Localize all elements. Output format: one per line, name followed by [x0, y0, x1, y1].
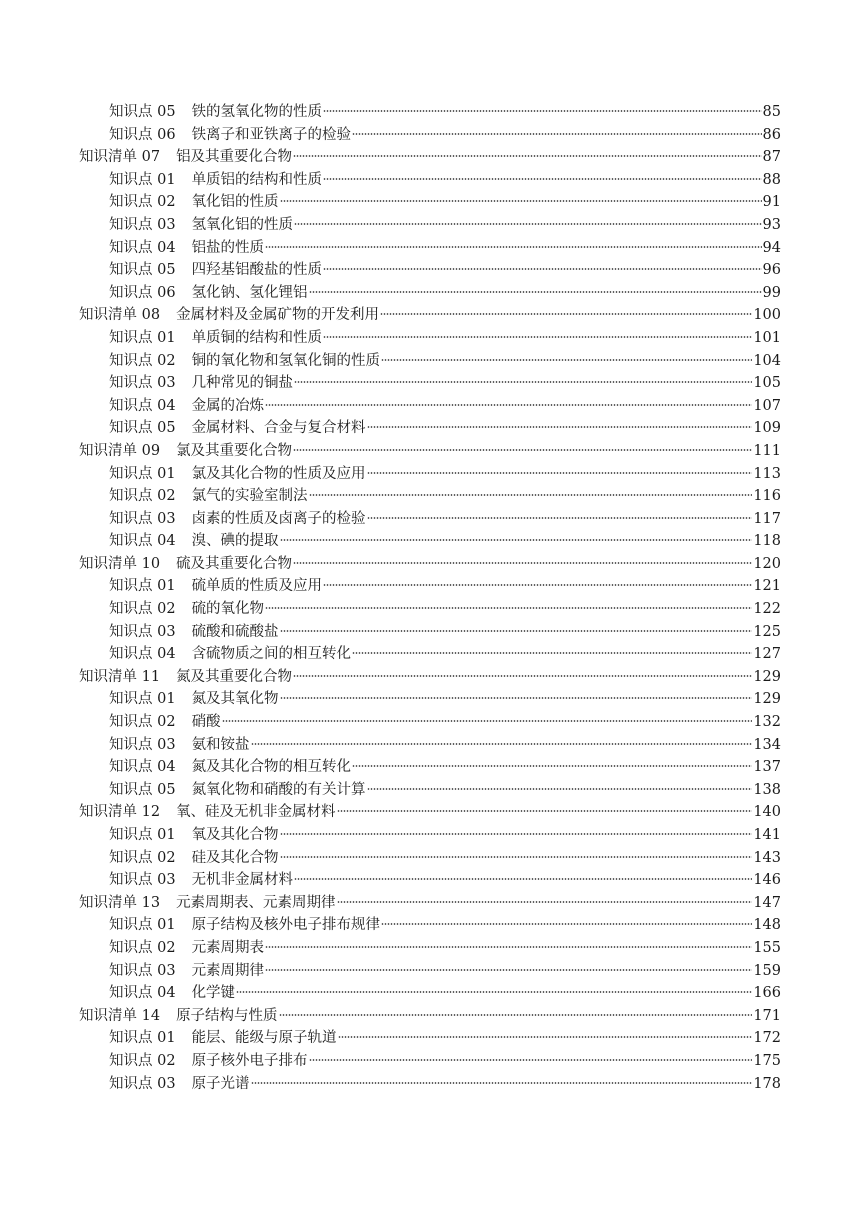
dot-leader [367, 472, 753, 474]
toc-page-number: 141 [753, 827, 781, 843]
toc-chapter-entry[interactable] [0, 440, 860, 463]
toc-entry-number: 知识点 02 [109, 601, 176, 618]
toc-entry-number: 知识点 06 [109, 126, 176, 143]
toc-entry-title: 氯及其化合物的性质及应用 [191, 465, 366, 482]
toc-page-number: 121 [753, 578, 781, 595]
dot-leader [293, 562, 752, 564]
toc-entry-number: 知识点 03 [109, 375, 176, 392]
toc-entry-number: 知识点 01 [109, 827, 176, 843]
toc-section-entry[interactable] [0, 734, 860, 757]
dot-leader [323, 584, 752, 586]
dot-leader [338, 1036, 753, 1038]
dot-leader [294, 878, 752, 880]
toc-entry-title: 氧、硅及无机非金属材料 [176, 804, 336, 821]
toc-page-number: 111 [753, 442, 781, 459]
dot-leader [309, 291, 762, 293]
toc-entry-number: 知识点 01 [109, 917, 176, 934]
toc-page-number: 129 [753, 668, 781, 685]
toc-entry-title: 元素周期表 [191, 939, 265, 956]
toc-page-number: 87 [762, 149, 781, 166]
toc-entry-title: 氢氧化铝的性质 [191, 216, 294, 233]
toc-page-number: 99 [762, 284, 781, 301]
dot-leader [251, 743, 753, 745]
toc-entry-title: 氨和铵盐 [191, 736, 250, 753]
toc-entry-number: 知识点 04 [109, 985, 176, 1002]
toc-page-number: 155 [753, 939, 781, 956]
dot-leader [367, 788, 753, 790]
toc-section-entry[interactable] [0, 643, 860, 666]
toc-section-entry[interactable] [0, 1027, 860, 1050]
toc-section-entry[interactable] [0, 101, 860, 124]
toc-entry-number: 知识清单 07 [79, 149, 161, 166]
toc-page-number: 107 [753, 397, 781, 414]
toc-entry-number: 知识点 04 [109, 533, 176, 550]
toc-page-number: 86 [762, 126, 781, 143]
toc-entry-title: 能层、能级与原子轨道 [191, 1030, 337, 1047]
toc-page-number: 101 [753, 329, 781, 346]
dot-leader [352, 652, 752, 654]
toc-entry-title: 化学键 [191, 985, 236, 1002]
toc-entry-number: 知识点 04 [109, 759, 176, 776]
toc-page-number: 100 [753, 307, 781, 324]
toc-entry-title: 溴、碘的提取 [191, 533, 279, 550]
dot-leader [293, 675, 752, 677]
toc-entry-title: 铝盐的性质 [191, 239, 265, 256]
toc-section-entry[interactable] [0, 485, 860, 508]
toc-entry-number: 知识清单 08 [79, 307, 161, 324]
toc-entry-title: 铁的氢氧化物的性质 [191, 104, 323, 120]
toc-page-number: 134 [753, 736, 781, 753]
toc-section-entry[interactable] [0, 960, 860, 983]
toc-page-number: 172 [753, 1030, 781, 1047]
dot-leader [367, 517, 753, 519]
toc-section-entry[interactable] [0, 282, 860, 305]
toc-entry-title: 氮及其氧化物 [191, 691, 279, 708]
toc-section-entry[interactable] [0, 711, 860, 734]
toc-entry-title: 原子结构及核外电子排布规律 [191, 917, 381, 934]
toc-entry-title: 含硫物质之间的相互转化 [191, 646, 352, 663]
toc-section-entry[interactable] [0, 169, 860, 192]
toc-entry-title: 原子核外电子排布 [191, 1052, 308, 1069]
toc-section-entry[interactable] [0, 1050, 860, 1073]
toc-entry-number: 知识点 05 [109, 104, 176, 120]
toc-page-number: 129 [753, 691, 781, 708]
toc-entry-title: 金属的冶炼 [191, 397, 265, 414]
dot-leader [265, 404, 752, 406]
toc-entry-title: 单质铜的结构和性质 [191, 329, 323, 346]
toc-page-number: 105 [753, 375, 781, 392]
toc-section-entry[interactable] [0, 237, 860, 260]
toc-page-number: 93 [762, 216, 781, 233]
toc-entry-title: 四羟基铝酸盐的性质 [191, 262, 323, 279]
dot-leader [265, 946, 752, 948]
toc-entry-title: 氮氧化物和硝酸的有关计算 [191, 781, 366, 798]
toc-entry-title: 氮及其重要化合物 [176, 668, 293, 685]
toc-entry-number: 知识点 04 [109, 646, 176, 663]
toc-page-number: 85 [762, 104, 781, 120]
toc-entry-number: 知识清单 11 [79, 668, 161, 685]
toc-entry-title: 氯气的实验室制法 [191, 488, 308, 505]
toc-entry-title: 无机非金属材料 [191, 872, 294, 889]
dot-leader [352, 133, 761, 135]
toc-section-entry[interactable] [0, 914, 860, 937]
toc-section-entry[interactable] [0, 598, 860, 621]
toc-entry-title: 铜的氧化物和氢氧化铜的性质 [191, 352, 381, 369]
dot-leader [280, 697, 753, 699]
toc-entry-title: 金属材料及金属矿物的开发利用 [176, 307, 380, 324]
toc-section-entry[interactable] [0, 327, 860, 350]
toc-entry-title: 氧及其化合物 [191, 827, 279, 843]
dot-leader [236, 991, 752, 993]
toc-section-entry[interactable] [0, 508, 860, 531]
toc-page-number: 127 [753, 646, 781, 663]
toc-page-number: 117 [753, 510, 781, 527]
toc-section-entry[interactable] [0, 124, 860, 147]
toc-page-number: 148 [753, 917, 781, 934]
toc-page-number: 143 [753, 849, 781, 866]
toc-page-number: 146 [753, 872, 781, 889]
toc-section-entry[interactable] [0, 982, 860, 1005]
toc-section-entry[interactable] [0, 214, 860, 237]
toc-entry-title: 硫单质的性质及应用 [191, 578, 323, 595]
toc-section-entry[interactable] [0, 847, 860, 870]
toc-section-entry[interactable] [0, 824, 860, 847]
toc-entry-title: 铁离子和亚铁离子的检验 [191, 126, 352, 143]
toc-page-number: 175 [753, 1052, 781, 1069]
dot-leader [352, 765, 752, 767]
dot-leader [367, 426, 753, 428]
toc-entry-title: 卤素的性质及卤离子的检验 [191, 510, 366, 527]
toc-entry-number: 知识点 06 [109, 284, 176, 301]
table-of-contents [0, 101, 860, 1095]
dot-leader [323, 178, 761, 180]
toc-entry-title: 金属材料、合金与复合材料 [191, 420, 366, 437]
toc-entry-number: 知识点 02 [109, 714, 176, 731]
toc-entry-title: 几种常见的铜盐 [191, 375, 294, 392]
dot-leader [323, 336, 752, 338]
toc-page-number: 113 [753, 465, 781, 482]
toc-entry-title: 氢化钠、氢化锂铝 [191, 284, 308, 301]
toc-entry-number: 知识点 03 [109, 962, 176, 979]
toc-page-number: 120 [753, 555, 781, 572]
toc-section-entry[interactable] [0, 756, 860, 779]
toc-section-entry[interactable] [0, 417, 860, 440]
toc-entry-title: 元素周期表、元素周期律 [176, 894, 336, 911]
toc-section-entry[interactable] [0, 937, 860, 960]
toc-entry-title: 元素周期律 [191, 962, 265, 979]
toc-page-number: 118 [753, 533, 781, 550]
toc-entry-number: 知识清单 14 [79, 1007, 161, 1024]
dot-leader [323, 110, 761, 112]
dot-leader [294, 223, 761, 225]
toc-entry-number: 知识点 02 [109, 352, 176, 369]
toc-page-number: 138 [753, 781, 781, 798]
toc-entry-title: 硅及其化合物 [191, 849, 279, 866]
dot-leader [265, 969, 752, 971]
toc-entry-title: 氧化铝的性质 [191, 194, 279, 211]
toc-entry-title: 硫酸和硫酸盐 [191, 623, 279, 640]
dot-leader [280, 539, 753, 541]
toc-entry-number: 知识点 02 [109, 849, 176, 866]
toc-page-number: 166 [753, 985, 781, 1002]
toc-entry-number: 知识清单 10 [79, 555, 161, 572]
toc-chapter-entry[interactable] [0, 1005, 860, 1028]
toc-page-number: 109 [753, 420, 781, 437]
toc-page-number: 125 [753, 623, 781, 640]
dot-leader [381, 359, 752, 361]
toc-page-number: 116 [753, 488, 781, 505]
toc-entry-number: 知识点 04 [109, 397, 176, 414]
toc-entry-number: 知识点 03 [109, 872, 176, 889]
toc-entry-number: 知识点 03 [109, 216, 176, 233]
toc-page-number: 104 [753, 352, 781, 369]
toc-chapter-entry[interactable] [0, 801, 860, 824]
toc-section-entry[interactable] [0, 688, 860, 711]
dot-leader [222, 720, 753, 722]
dot-leader [280, 200, 762, 202]
dot-leader [265, 246, 761, 248]
toc-entry-number: 知识点 01 [109, 171, 176, 188]
toc-page-number: 137 [753, 759, 781, 776]
toc-entry-title: 原子结构与性质 [176, 1007, 278, 1024]
toc-section-entry[interactable] [0, 350, 860, 373]
toc-section-entry[interactable] [0, 530, 860, 553]
toc-chapter-entry[interactable] [0, 666, 860, 689]
toc-section-entry[interactable] [0, 372, 860, 395]
dot-leader [309, 494, 753, 496]
toc-section-entry[interactable] [0, 1073, 860, 1096]
toc-section-entry[interactable] [0, 575, 860, 598]
toc-entry-number: 知识点 02 [109, 939, 176, 956]
toc-entry-number: 知识清单 09 [79, 442, 161, 459]
toc-entry-number: 知识点 02 [109, 488, 176, 505]
toc-entry-number: 知识点 05 [109, 420, 176, 437]
toc-entry-number: 知识点 01 [109, 329, 176, 346]
dot-leader [381, 923, 752, 925]
dot-leader [293, 449, 752, 451]
dot-leader [294, 381, 752, 383]
toc-entry-number: 知识点 02 [109, 194, 176, 211]
toc-chapter-entry[interactable] [0, 553, 860, 576]
toc-page-number: 140 [753, 804, 781, 821]
toc-entry-number: 知识点 03 [109, 623, 176, 640]
toc-section-entry[interactable] [0, 779, 860, 802]
toc-entry-title: 硫的氧化物 [191, 601, 265, 618]
dot-leader [280, 856, 753, 858]
toc-entry-title: 硫及其重要化合物 [176, 555, 293, 572]
toc-page-number: 147 [753, 894, 781, 911]
toc-entry-number: 知识点 03 [109, 1075, 176, 1092]
toc-entry-title: 单质铝的结构和性质 [191, 171, 323, 188]
toc-entry-number: 知识点 02 [109, 1052, 176, 1069]
toc-entry-number: 知识点 04 [109, 239, 176, 256]
toc-page-number: 96 [762, 262, 781, 279]
dot-leader [280, 833, 753, 835]
dot-leader [251, 1082, 753, 1084]
toc-section-entry[interactable] [0, 191, 860, 214]
toc-entry-number: 知识清单 12 [79, 804, 161, 821]
toc-section-entry[interactable] [0, 259, 860, 282]
toc-section-entry[interactable] [0, 463, 860, 486]
toc-entry-number: 知识点 01 [109, 578, 176, 595]
dot-leader [309, 1059, 753, 1061]
dot-leader [380, 313, 752, 315]
dot-leader [293, 155, 761, 157]
dot-leader [280, 630, 753, 632]
toc-page-number: 122 [753, 601, 781, 618]
toc-page-number: 159 [753, 962, 781, 979]
toc-entry-title: 硝酸 [191, 714, 221, 731]
toc-page-number: 132 [753, 714, 781, 731]
dot-leader [323, 268, 761, 270]
toc-entry-number: 知识点 05 [109, 781, 176, 798]
toc-entry-number: 知识点 01 [109, 465, 176, 482]
toc-entry-number: 知识点 05 [109, 262, 176, 279]
toc-entry-title: 氮及其化合物的相互转化 [191, 759, 352, 776]
toc-entry-number: 知识点 03 [109, 736, 176, 753]
toc-chapter-entry[interactable] [0, 304, 860, 327]
toc-section-entry[interactable] [0, 621, 860, 644]
toc-page-number: 178 [753, 1075, 781, 1092]
dot-leader [337, 901, 753, 903]
toc-entry-title: 氯及其重要化合物 [176, 442, 293, 459]
toc-page-number: 88 [762, 171, 781, 188]
toc-page-number: 94 [762, 239, 781, 256]
dot-leader [279, 1014, 753, 1016]
toc-page-number: 91 [762, 194, 781, 211]
toc-entry-number: 知识清单 13 [79, 894, 161, 911]
toc-entry-number: 知识点 01 [109, 1030, 176, 1047]
dot-leader [337, 810, 753, 812]
dot-leader [265, 607, 752, 609]
toc-entry-number: 知识点 01 [109, 691, 176, 708]
toc-section-entry[interactable] [0, 395, 860, 418]
toc-entry-title: 铝及其重要化合物 [176, 149, 293, 166]
toc-entry-title: 原子光谱 [191, 1075, 250, 1092]
toc-entry-number: 知识点 03 [109, 510, 176, 527]
toc-page-number: 171 [753, 1007, 781, 1024]
toc-chapter-entry[interactable] [0, 892, 860, 915]
toc-chapter-entry[interactable] [0, 146, 860, 169]
toc-section-entry[interactable] [0, 869, 860, 892]
